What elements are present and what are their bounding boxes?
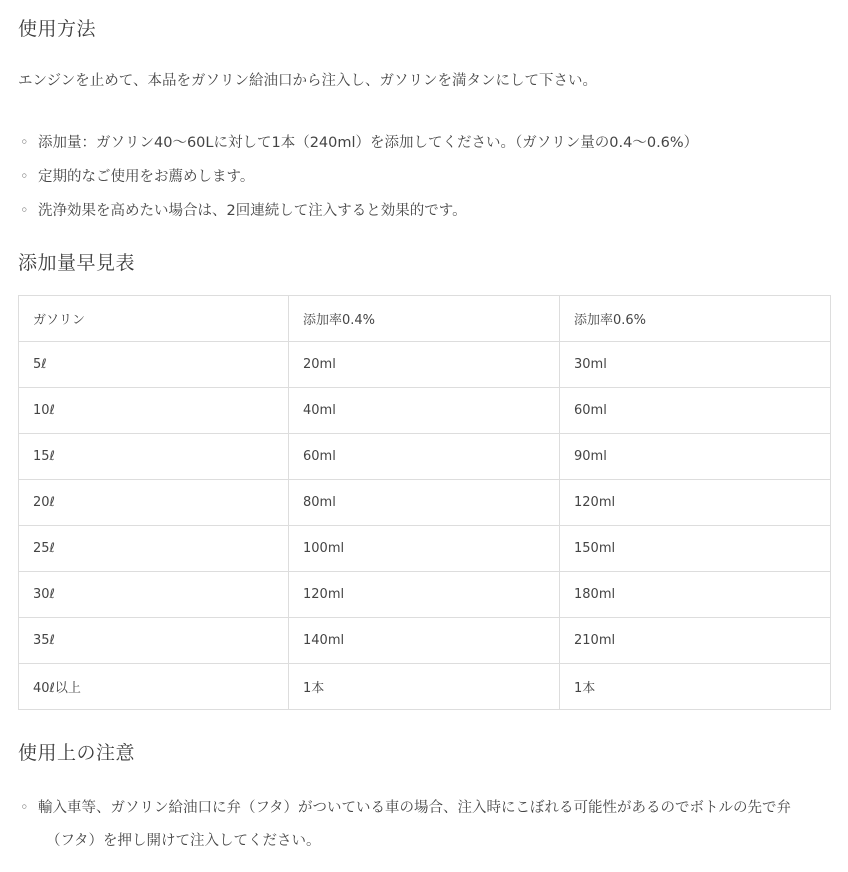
table-cell: 60ml [289,434,560,480]
table-cell: 140ml [289,618,560,664]
table-cell: 35ℓ [19,618,289,664]
usage-bullet-dosage [20,131,698,152]
dose-table-heading: 添加量早見表 [18,252,136,274]
usage-intro: エンジンを止めて、本品をガソリン給油口から注入し、ガソリンを満タンにして下さい。 [18,73,597,89]
table-cell: 60ml [560,388,831,434]
bullet-text: 添加量：ガソリン40～60Lに対して1本（240ml）を添加してください。（ガソリン量の0.4～0.6%） [38,135,699,151]
table-row [19,572,831,618]
bullet-text: 定期的なご使用をお薦めします。 [38,169,255,185]
table-row [19,434,831,480]
table-cell: 90ml [560,434,831,480]
table-cell: 80ml [289,480,560,526]
table-cell: 40ℓ以上 [19,664,289,710]
table-cell: 1本 [560,664,831,710]
table-header-row [19,296,831,342]
table-cell: 120ml [289,572,560,618]
table-row [19,342,831,388]
bullet-icon: ◦ [20,203,29,219]
dose-table [18,295,831,710]
table-row [19,480,831,526]
usage-bullet-regular-use [20,165,254,186]
caution-heading: 使用上の注意 [18,742,136,764]
table-row [19,526,831,572]
table-cell: 20ml [289,342,560,388]
table-cell: 1本 [289,664,560,710]
table-cell: 40ml [289,388,560,434]
column-header-rate-06: 添加率0.6% [560,296,831,342]
bullet-text: 洗浄効果を高めたい場合は、2回連続して注入すると効果的です。 [38,203,467,219]
bullet-icon: ◦ [20,135,29,151]
column-header-gasoline: ガソリン [19,296,289,342]
caution-bullet-valve [20,792,832,858]
table-cell: 210ml [560,618,831,664]
table-cell: 5ℓ [19,342,289,388]
table-cell: 20ℓ [19,480,289,526]
table-row [19,388,831,434]
table-row [19,664,831,710]
table-cell: 120ml [560,480,831,526]
caution-text-line1: 輸入車等、ガソリン給油口に弁（フタ）がついている車の場合、注入時にこぼれる可能性があるのでボトルの先で弁 [38,800,791,816]
table-cell: 30ℓ [19,572,289,618]
bullet-icon: ◦ [20,800,29,816]
usage-heading: 使用方法 [18,18,97,40]
table-cell: 30ml [560,342,831,388]
table-cell: 150ml [560,526,831,572]
column-header-rate-04: 添加率0.4% [289,296,560,342]
caution-text-line2: （フタ）を押し開けて注入してください。 [46,833,321,849]
usage-bullet-cleaning [20,199,467,220]
table-row [19,618,831,664]
table-cell: 15ℓ [19,434,289,480]
table-cell: 180ml [560,572,831,618]
bullet-icon: ◦ [20,169,29,185]
table-cell: 10ℓ [19,388,289,434]
table-cell: 25ℓ [19,526,289,572]
table-cell: 100ml [289,526,560,572]
